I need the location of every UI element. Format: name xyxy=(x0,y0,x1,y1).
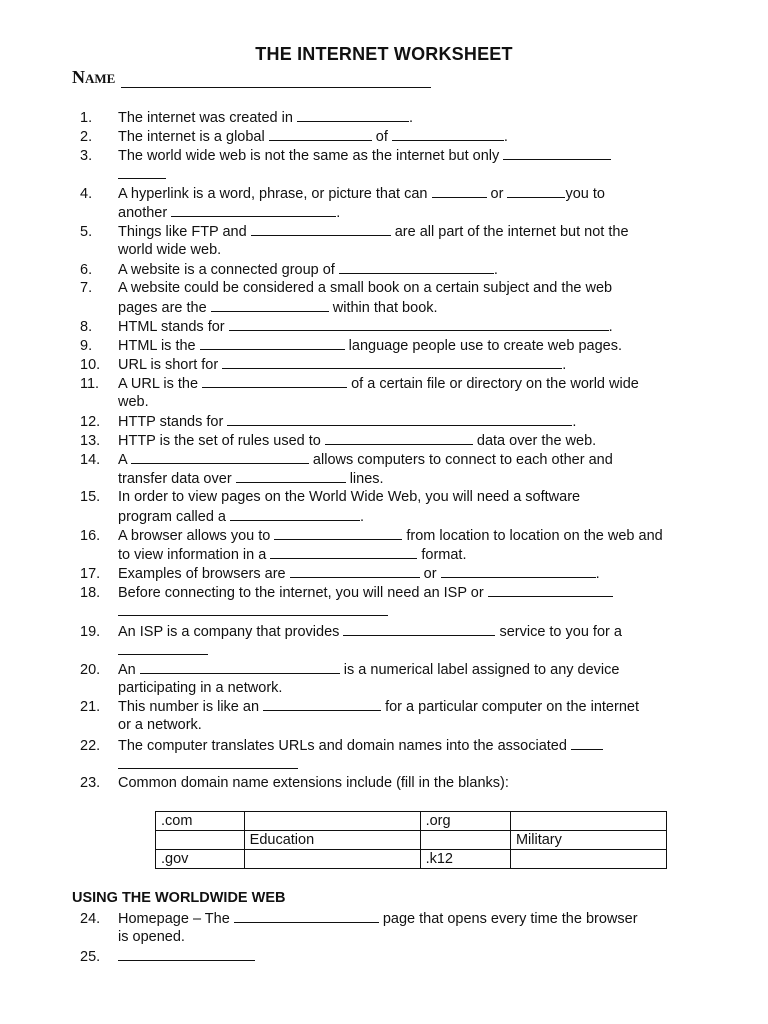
table-blank-cell[interactable] xyxy=(510,812,666,831)
question-item xyxy=(80,583,613,603)
answer-blank[interactable] xyxy=(274,526,402,540)
question-text: from location to location on the web and xyxy=(402,528,663,544)
question-number: 6. xyxy=(80,262,93,278)
question-number: 23. xyxy=(80,775,101,791)
question-number: 7. xyxy=(80,280,93,296)
question-text: A browser allows you to xyxy=(118,528,275,544)
question-number: 5. xyxy=(80,224,93,240)
question-text: . xyxy=(408,110,413,126)
answer-blank[interactable] xyxy=(171,203,336,217)
question-text: Examples of browsers are xyxy=(118,566,290,582)
question-number: 24. xyxy=(80,911,101,927)
question-item xyxy=(80,660,619,680)
name-blank[interactable] xyxy=(121,69,431,88)
answer-blank[interactable] xyxy=(202,374,347,388)
answer-blank[interactable] xyxy=(236,469,346,483)
question-number: 25. xyxy=(80,949,101,965)
answer-blank[interactable] xyxy=(222,355,562,369)
question-line xyxy=(118,622,622,642)
table-blank-cell[interactable] xyxy=(156,831,245,850)
question-text: HTML stands for xyxy=(118,319,229,335)
question-line xyxy=(118,526,663,546)
answer-blank[interactable] xyxy=(118,755,298,769)
question-continuation xyxy=(118,545,466,565)
table-cell: .com xyxy=(156,812,245,831)
question-item xyxy=(80,736,603,756)
question-item xyxy=(80,622,622,642)
question-text: An ISP is a company that provides xyxy=(118,624,344,640)
question-text: The computer translates URLs and domain names into the associated xyxy=(118,738,571,754)
question-line xyxy=(118,412,576,432)
table-blank-cell[interactable] xyxy=(244,850,420,869)
question-text: are all part of the internet but not the xyxy=(390,224,629,240)
question-continuation xyxy=(118,928,185,947)
question-text: URL is short for xyxy=(118,357,223,373)
question-text: language people use to create web pages. xyxy=(344,338,622,354)
question-item xyxy=(80,909,638,929)
question-text: This number is like an xyxy=(118,699,264,715)
answer-blank[interactable] xyxy=(339,260,494,274)
name-label: Name xyxy=(72,67,116,87)
question-text: format. xyxy=(417,547,467,563)
answer-blank[interactable] xyxy=(140,660,340,674)
question-line xyxy=(118,260,498,280)
question-text: A URL is the xyxy=(118,376,203,392)
table-row xyxy=(156,850,667,869)
question-number: 9. xyxy=(80,338,93,354)
question-text: or a network. xyxy=(118,717,202,733)
answer-blank[interactable] xyxy=(571,736,603,750)
question-item xyxy=(80,564,600,584)
question-item xyxy=(80,697,639,717)
question-text: . xyxy=(336,205,341,221)
question-number: 20. xyxy=(80,662,101,678)
answer-blank[interactable] xyxy=(507,184,565,198)
question-item xyxy=(80,355,566,375)
question-number: 4. xyxy=(80,186,93,202)
question-continuation xyxy=(118,716,202,735)
question-item xyxy=(80,374,639,394)
question-number: 11. xyxy=(80,376,100,392)
worksheet-title: THE INTERNET WORKSHEET xyxy=(255,44,513,64)
question-number: 22. xyxy=(80,738,101,754)
question-text: The internet is a global xyxy=(118,129,269,145)
question-item xyxy=(80,222,629,242)
question-continuation xyxy=(118,203,340,223)
question-continuation xyxy=(118,469,384,489)
question-continuation xyxy=(118,641,208,661)
section-heading: USING THE WORLDWIDE WEB xyxy=(72,890,286,906)
table-row xyxy=(156,812,667,831)
question-item xyxy=(80,450,613,470)
question-text: A hyperlink is a word, phrase, or picture that can xyxy=(118,186,432,202)
question-text: within that book. xyxy=(328,300,438,316)
question-item xyxy=(80,526,663,546)
question-number: 13. xyxy=(80,433,101,449)
question-text: Things like FTP and xyxy=(118,224,251,240)
answer-blank[interactable] xyxy=(263,697,381,711)
question-item xyxy=(80,412,576,432)
question-text: . xyxy=(503,129,508,145)
question-line xyxy=(118,774,509,793)
question-text: data over the web. xyxy=(472,433,597,449)
question-line xyxy=(118,909,638,929)
question-text: transfer data over xyxy=(118,471,236,487)
table-blank-cell[interactable] xyxy=(510,850,666,869)
table-cell: .gov xyxy=(156,850,245,869)
question-item xyxy=(80,279,612,298)
question-text: . xyxy=(562,357,567,373)
question-number: 18. xyxy=(80,585,101,601)
answer-blank[interactable] xyxy=(227,412,572,426)
question-continuation xyxy=(118,241,221,260)
question-line xyxy=(118,947,255,967)
question-text: program called a xyxy=(118,509,231,525)
question-line xyxy=(118,450,613,470)
question-line xyxy=(118,146,611,166)
question-text: . xyxy=(595,566,600,582)
question-number: 19. xyxy=(80,624,101,640)
question-number: 17. xyxy=(80,566,101,582)
question-text: HTTP is the set of rules used to xyxy=(118,433,325,449)
answer-blank[interactable] xyxy=(432,184,487,198)
question-continuation xyxy=(118,755,298,775)
question-line xyxy=(118,317,613,337)
question-text: Before connecting to the internet, you will need an ISP or xyxy=(118,585,488,601)
answer-blank[interactable] xyxy=(270,545,417,559)
name-row xyxy=(72,66,431,88)
question-text: HTML is the xyxy=(118,338,200,354)
question-text: of xyxy=(371,129,392,145)
question-line xyxy=(118,108,413,128)
question-text: page that opens every time the browser xyxy=(378,911,638,927)
question-line xyxy=(118,355,566,375)
answer-blank[interactable] xyxy=(392,127,504,141)
question-item xyxy=(80,146,611,166)
question-item xyxy=(80,184,605,204)
question-text: . xyxy=(572,414,577,430)
question-text: An xyxy=(118,662,140,678)
question-text: The world wide web is not the same as the internet but only xyxy=(118,148,504,164)
answer-blank[interactable] xyxy=(251,222,391,236)
question-line xyxy=(118,184,605,204)
question-number: 12. xyxy=(80,414,101,430)
answer-blank[interactable] xyxy=(269,127,372,141)
question-item xyxy=(80,947,255,967)
question-line xyxy=(118,431,596,451)
question-text: world wide web. xyxy=(118,242,222,258)
table-cell: Military xyxy=(510,831,666,850)
answer-blank[interactable] xyxy=(325,431,473,445)
question-item xyxy=(80,488,580,507)
table-row xyxy=(156,831,667,850)
question-line xyxy=(118,660,619,680)
question-number: 2. xyxy=(80,129,93,145)
answer-blank[interactable] xyxy=(118,947,255,961)
question-text: The internet was created in xyxy=(118,110,297,126)
question-continuation xyxy=(118,165,166,185)
question-text: HTTP stands for xyxy=(118,414,228,430)
question-text: is a numerical label assigned to any device xyxy=(339,662,620,678)
question-number: 3. xyxy=(80,148,93,164)
question-text: or xyxy=(419,566,441,582)
answer-blank[interactable] xyxy=(343,622,495,636)
question-continuation xyxy=(118,393,149,412)
question-item xyxy=(80,774,509,793)
question-text: . xyxy=(360,509,365,525)
question-item xyxy=(80,317,613,337)
question-continuation xyxy=(118,602,388,622)
question-text: Homepage – The xyxy=(118,911,234,927)
question-item xyxy=(80,260,498,280)
question-number: 1. xyxy=(80,110,93,126)
question-number: 16. xyxy=(80,528,101,544)
question-text: of a certain file or directory on the world wide xyxy=(347,376,639,392)
table-cell: Education xyxy=(244,831,420,850)
question-text: pages are the xyxy=(118,300,211,316)
answer-blank[interactable] xyxy=(118,602,388,616)
question-text: another xyxy=(118,205,172,221)
question-text: for a particular computer on the internet xyxy=(381,699,639,715)
question-text: you to xyxy=(565,186,605,202)
question-line xyxy=(118,564,600,584)
question-continuation xyxy=(118,507,364,527)
question-text: or xyxy=(486,186,508,202)
answer-blank[interactable] xyxy=(118,641,208,655)
question-text: lines. xyxy=(345,471,384,487)
question-text: A xyxy=(118,452,131,468)
answer-blank[interactable] xyxy=(297,108,409,122)
question-number: 21. xyxy=(80,699,101,715)
question-line xyxy=(118,374,639,394)
question-item xyxy=(80,431,596,451)
question-line xyxy=(118,583,613,603)
question-text: A website is a connected group of xyxy=(118,262,339,278)
answer-blank[interactable] xyxy=(200,336,345,350)
table-blank-cell[interactable] xyxy=(420,831,510,850)
answer-blank[interactable] xyxy=(230,507,360,521)
question-text: participating in a network. xyxy=(118,680,283,696)
answer-blank[interactable] xyxy=(441,564,596,578)
answer-blank[interactable] xyxy=(131,450,309,464)
answer-blank[interactable] xyxy=(229,317,609,331)
question-item xyxy=(80,336,622,356)
question-text: allows computers to connect to each other and xyxy=(308,452,613,468)
question-number: 8. xyxy=(80,319,93,335)
question-continuation xyxy=(118,298,438,318)
domain-extension-table xyxy=(155,811,667,869)
question-text: is opened. xyxy=(118,929,185,945)
question-line xyxy=(118,222,629,242)
question-text: web. xyxy=(118,394,149,410)
question-text: . xyxy=(493,262,498,278)
question-number: 14. xyxy=(80,452,101,468)
question-line xyxy=(118,736,603,756)
answer-blank[interactable] xyxy=(211,298,329,312)
answer-blank[interactable] xyxy=(118,165,166,179)
answer-blank[interactable] xyxy=(488,583,613,597)
question-text: to view information in a xyxy=(118,547,271,563)
question-line xyxy=(118,697,639,717)
question-item xyxy=(80,127,508,147)
answer-blank[interactable] xyxy=(290,564,420,578)
table-cell: .k12 xyxy=(420,850,510,869)
question-continuation xyxy=(118,679,282,698)
question-number: 15. xyxy=(80,489,101,505)
question-item xyxy=(80,108,413,128)
question-line xyxy=(118,336,622,356)
question-number: 10. xyxy=(80,357,101,373)
question-text: service to you for a xyxy=(495,624,622,640)
question-text: In order to view pages on the World Wide Web, you will need a software xyxy=(118,489,581,505)
question-line xyxy=(118,127,508,147)
question-text: Common domain name extensions include (fill in the blanks): xyxy=(118,775,509,791)
question-text: A website could be considered a small book on a certain subject and the web xyxy=(118,280,613,296)
question-line xyxy=(118,488,580,507)
question-text: . xyxy=(608,319,613,335)
answer-blank[interactable] xyxy=(234,909,379,923)
table-cell: .org xyxy=(420,812,510,831)
answer-blank[interactable] xyxy=(503,146,611,160)
table-blank-cell[interactable] xyxy=(244,812,420,831)
question-line xyxy=(118,279,612,298)
